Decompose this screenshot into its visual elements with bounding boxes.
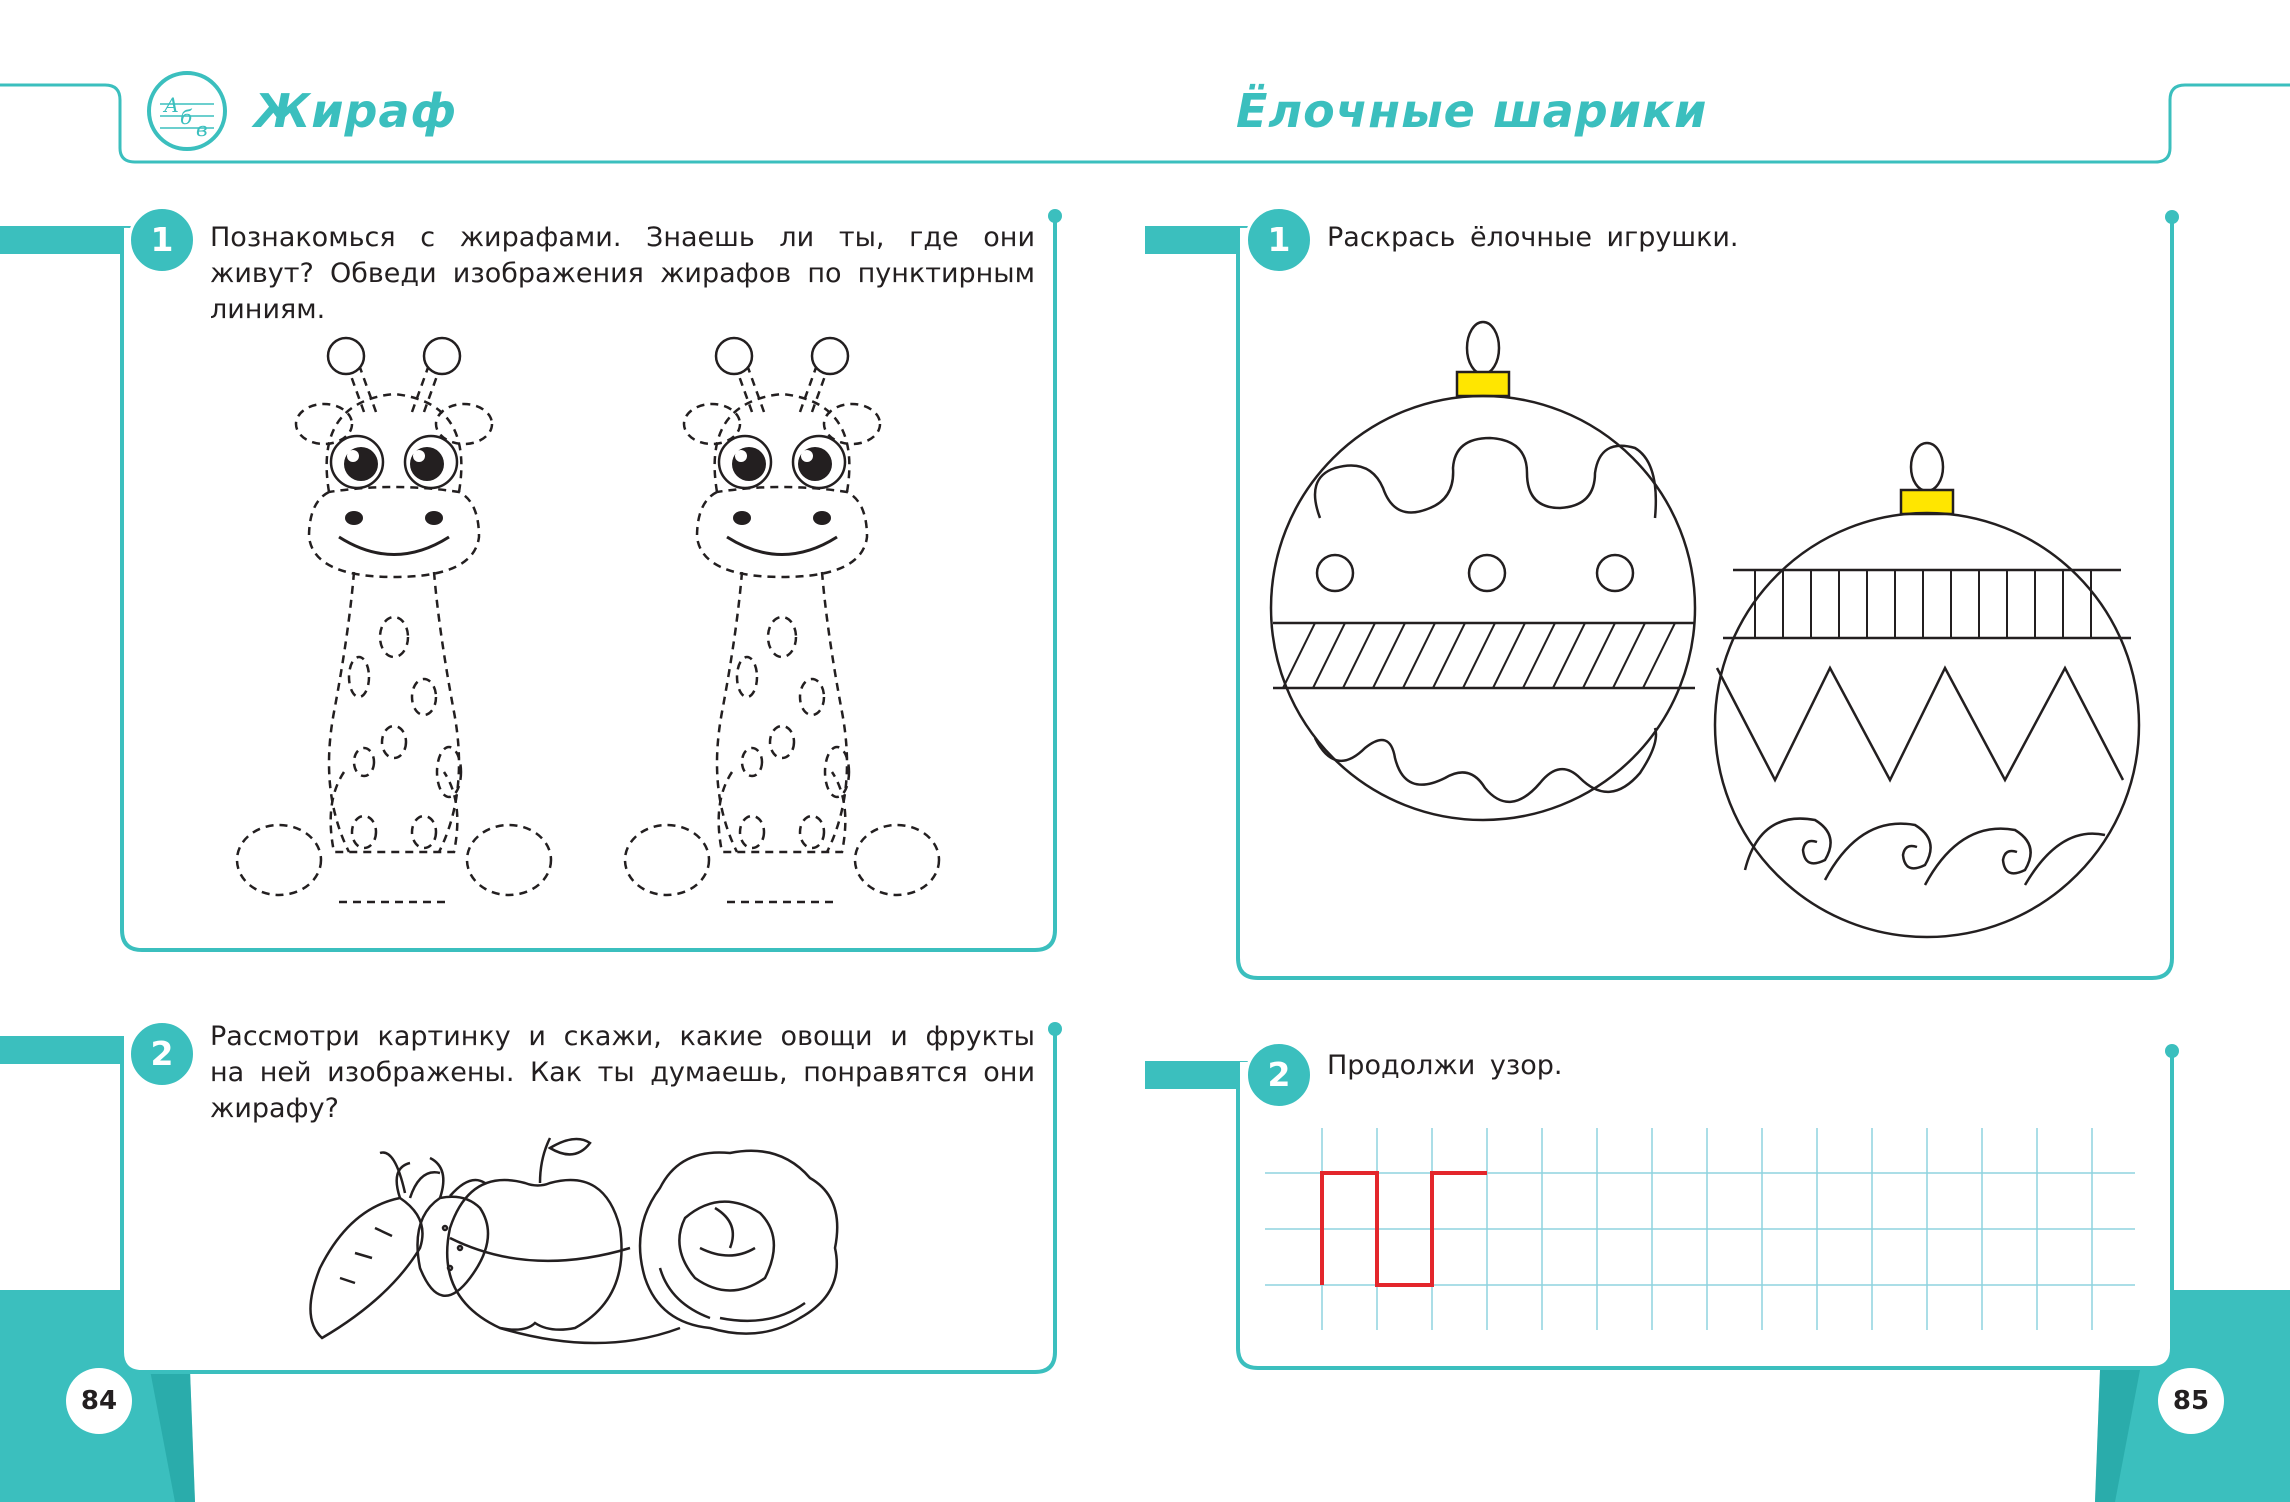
svg-text:А: А — [164, 93, 180, 117]
svg-text:б: б — [180, 105, 193, 129]
task-text: Продолжи узор. — [1327, 1050, 1563, 1081]
svg-text:в: в — [196, 117, 208, 141]
task-text: Раскрась ёлочные игрушки. — [1327, 222, 1739, 253]
task-number-badge: 2 — [1245, 1041, 1313, 1109]
left-page-title: Жираф — [254, 84, 458, 138]
giraffe-outline-icon — [224, 332, 564, 932]
abc-logo-icon — [146, 70, 228, 152]
task-text: Рассмотри картинку и скажи, какие овощи и фрукты на ней изображены. Как ты думаешь, понравятся они жирафу? — [210, 1021, 1035, 1124]
pattern-grid — [1265, 1123, 2145, 1335]
page-number: 85 — [2158, 1368, 2224, 1434]
page-number: 84 — [66, 1368, 132, 1434]
cabbage-icon — [640, 1151, 837, 1334]
task-number-badge: 2 — [128, 1020, 196, 1088]
ornament-ball-icon — [1265, 318, 1705, 828]
right-page-title: Ёлочные шарики — [1236, 84, 1708, 138]
task-text: Познакомься с жирафами. Знаешь ли ты, где они живут? Обведи изображения жирафов по пунктирным линиям. — [210, 222, 1035, 325]
task-number-badge: 1 — [1245, 206, 1313, 274]
strawberry-icon — [418, 1158, 489, 1296]
apple-icon — [447, 1138, 621, 1330]
task-number-badge: 1 — [128, 206, 196, 274]
ornament-ball-icon — [1705, 440, 2145, 950]
vegetables-illustration — [300, 1128, 860, 1350]
carrot-icon — [310, 1153, 440, 1339]
giraffe-outline-icon — [612, 332, 952, 932]
